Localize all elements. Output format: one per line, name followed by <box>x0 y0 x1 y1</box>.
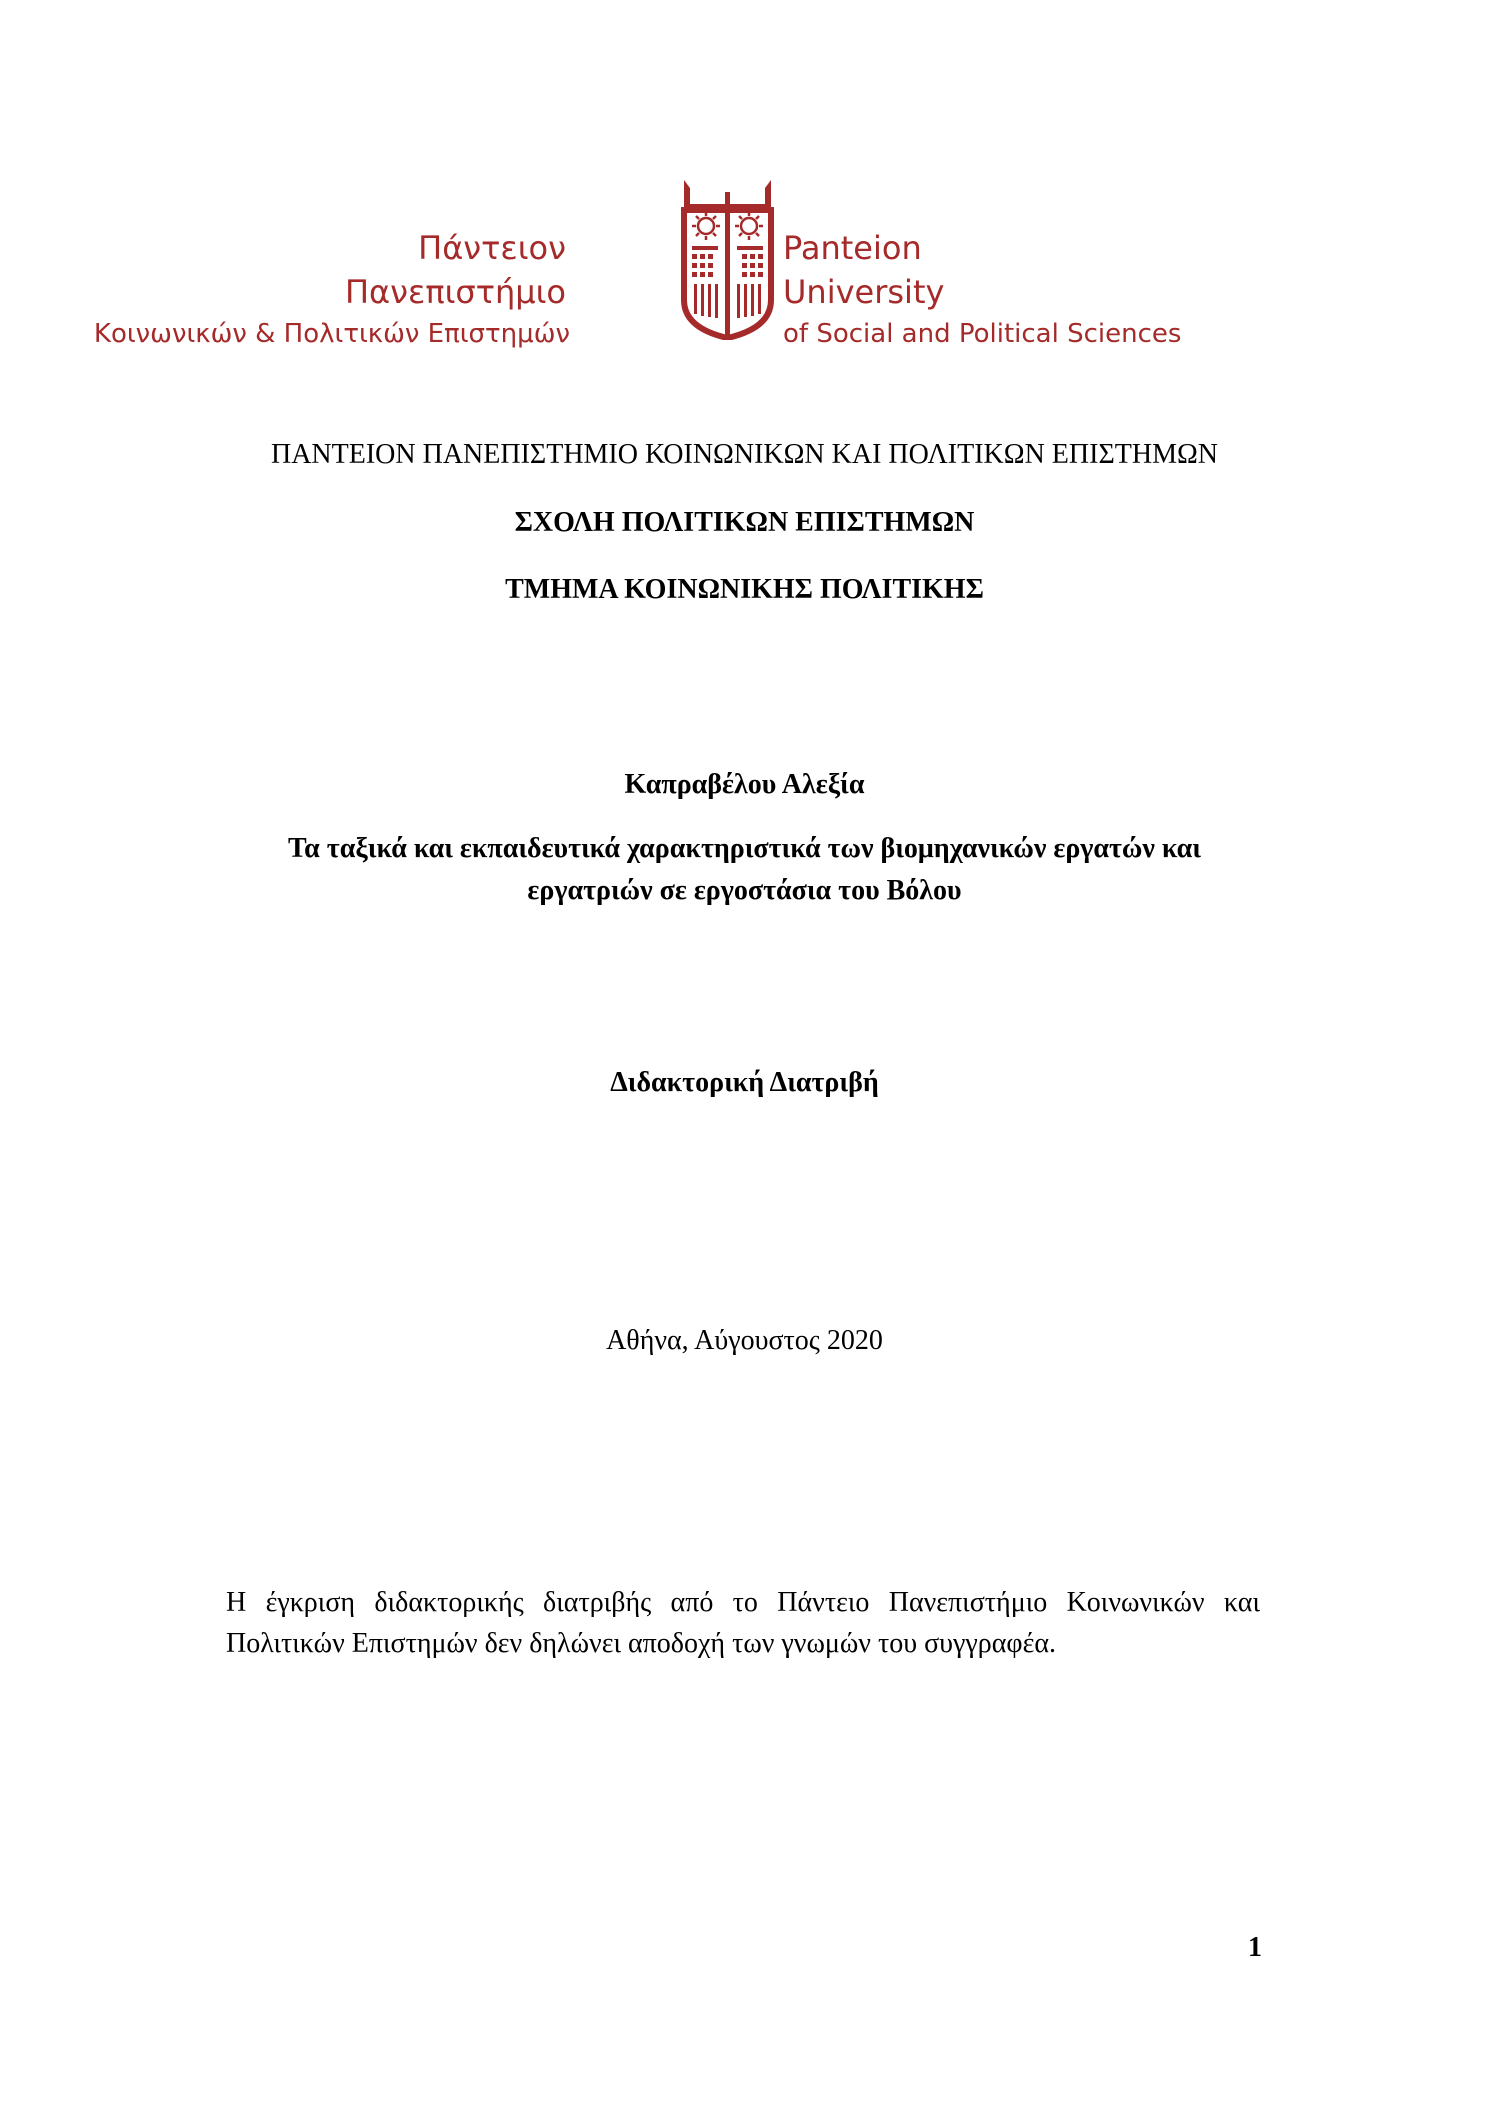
logo-greek-text <box>93 178 570 354</box>
logo-english-line1: Panteion <box>783 229 922 267</box>
logo-greek-line1: Πάντειον <box>418 229 566 267</box>
crest-icon <box>680 178 775 340</box>
thesis-title-line1: Τα ταξικά και εκπαιδευτικά χαρακτηριστικά των βιομηχανικών εργατών και <box>288 833 1201 864</box>
disclaimer-paragraph: Η έγκριση διδακτορικής διατριβής από το Πάντειο Πανεπιστήμιο Κοινωνικών και Πολιτικών Επιστημών δεν δηλώνει αποδοχή των γνωμών του συγγραφέα. <box>226 1587 1260 1659</box>
logo-greek-line2: Πανεπιστήμιο <box>344 273 566 311</box>
logo-english-line2: University <box>783 273 945 311</box>
university-logo <box>93 178 1182 349</box>
place-date: Αθήνα, Αύγουστος 2020 <box>606 1325 883 1356</box>
department-name: ΤΜΗΜΑ ΚΟΙΝΩΝΙΚΗΣ ΠΟΛΙΤΙΚΗΣ <box>505 574 984 605</box>
document-type: Διδακτορική Διατριβή <box>610 1067 879 1098</box>
thesis-title-line2: εργατριών σε εργοστάσια του Βόλου <box>527 875 962 906</box>
logo-english-line3: of Social and Political Sciences <box>783 319 1182 349</box>
logo-greek-line3: Κοινωνικών & Πολιτικών Επιστημών <box>93 319 570 349</box>
school-name: ΣΧΟΛΗ ΠΟΛΙΤΙΚΩΝ ΕΠΙΣΤΗΜΩΝ <box>514 507 975 538</box>
author-name: Καπραβέλου Αλεξία <box>624 769 865 800</box>
page-number: 1 <box>1248 1932 1262 1963</box>
university-name: ΠΑΝΤΕΙΟΝ ΠΑΝΕΠΙΣΤΗΜΙΟ ΚΟΙΝΩΝΙΚΩΝ ΚΑΙ ΠΟΛΙΤΙΚΩΝ ΕΠΙΣΤΗΜΩΝ <box>270 439 1219 470</box>
logo-english-text <box>783 178 1181 354</box>
